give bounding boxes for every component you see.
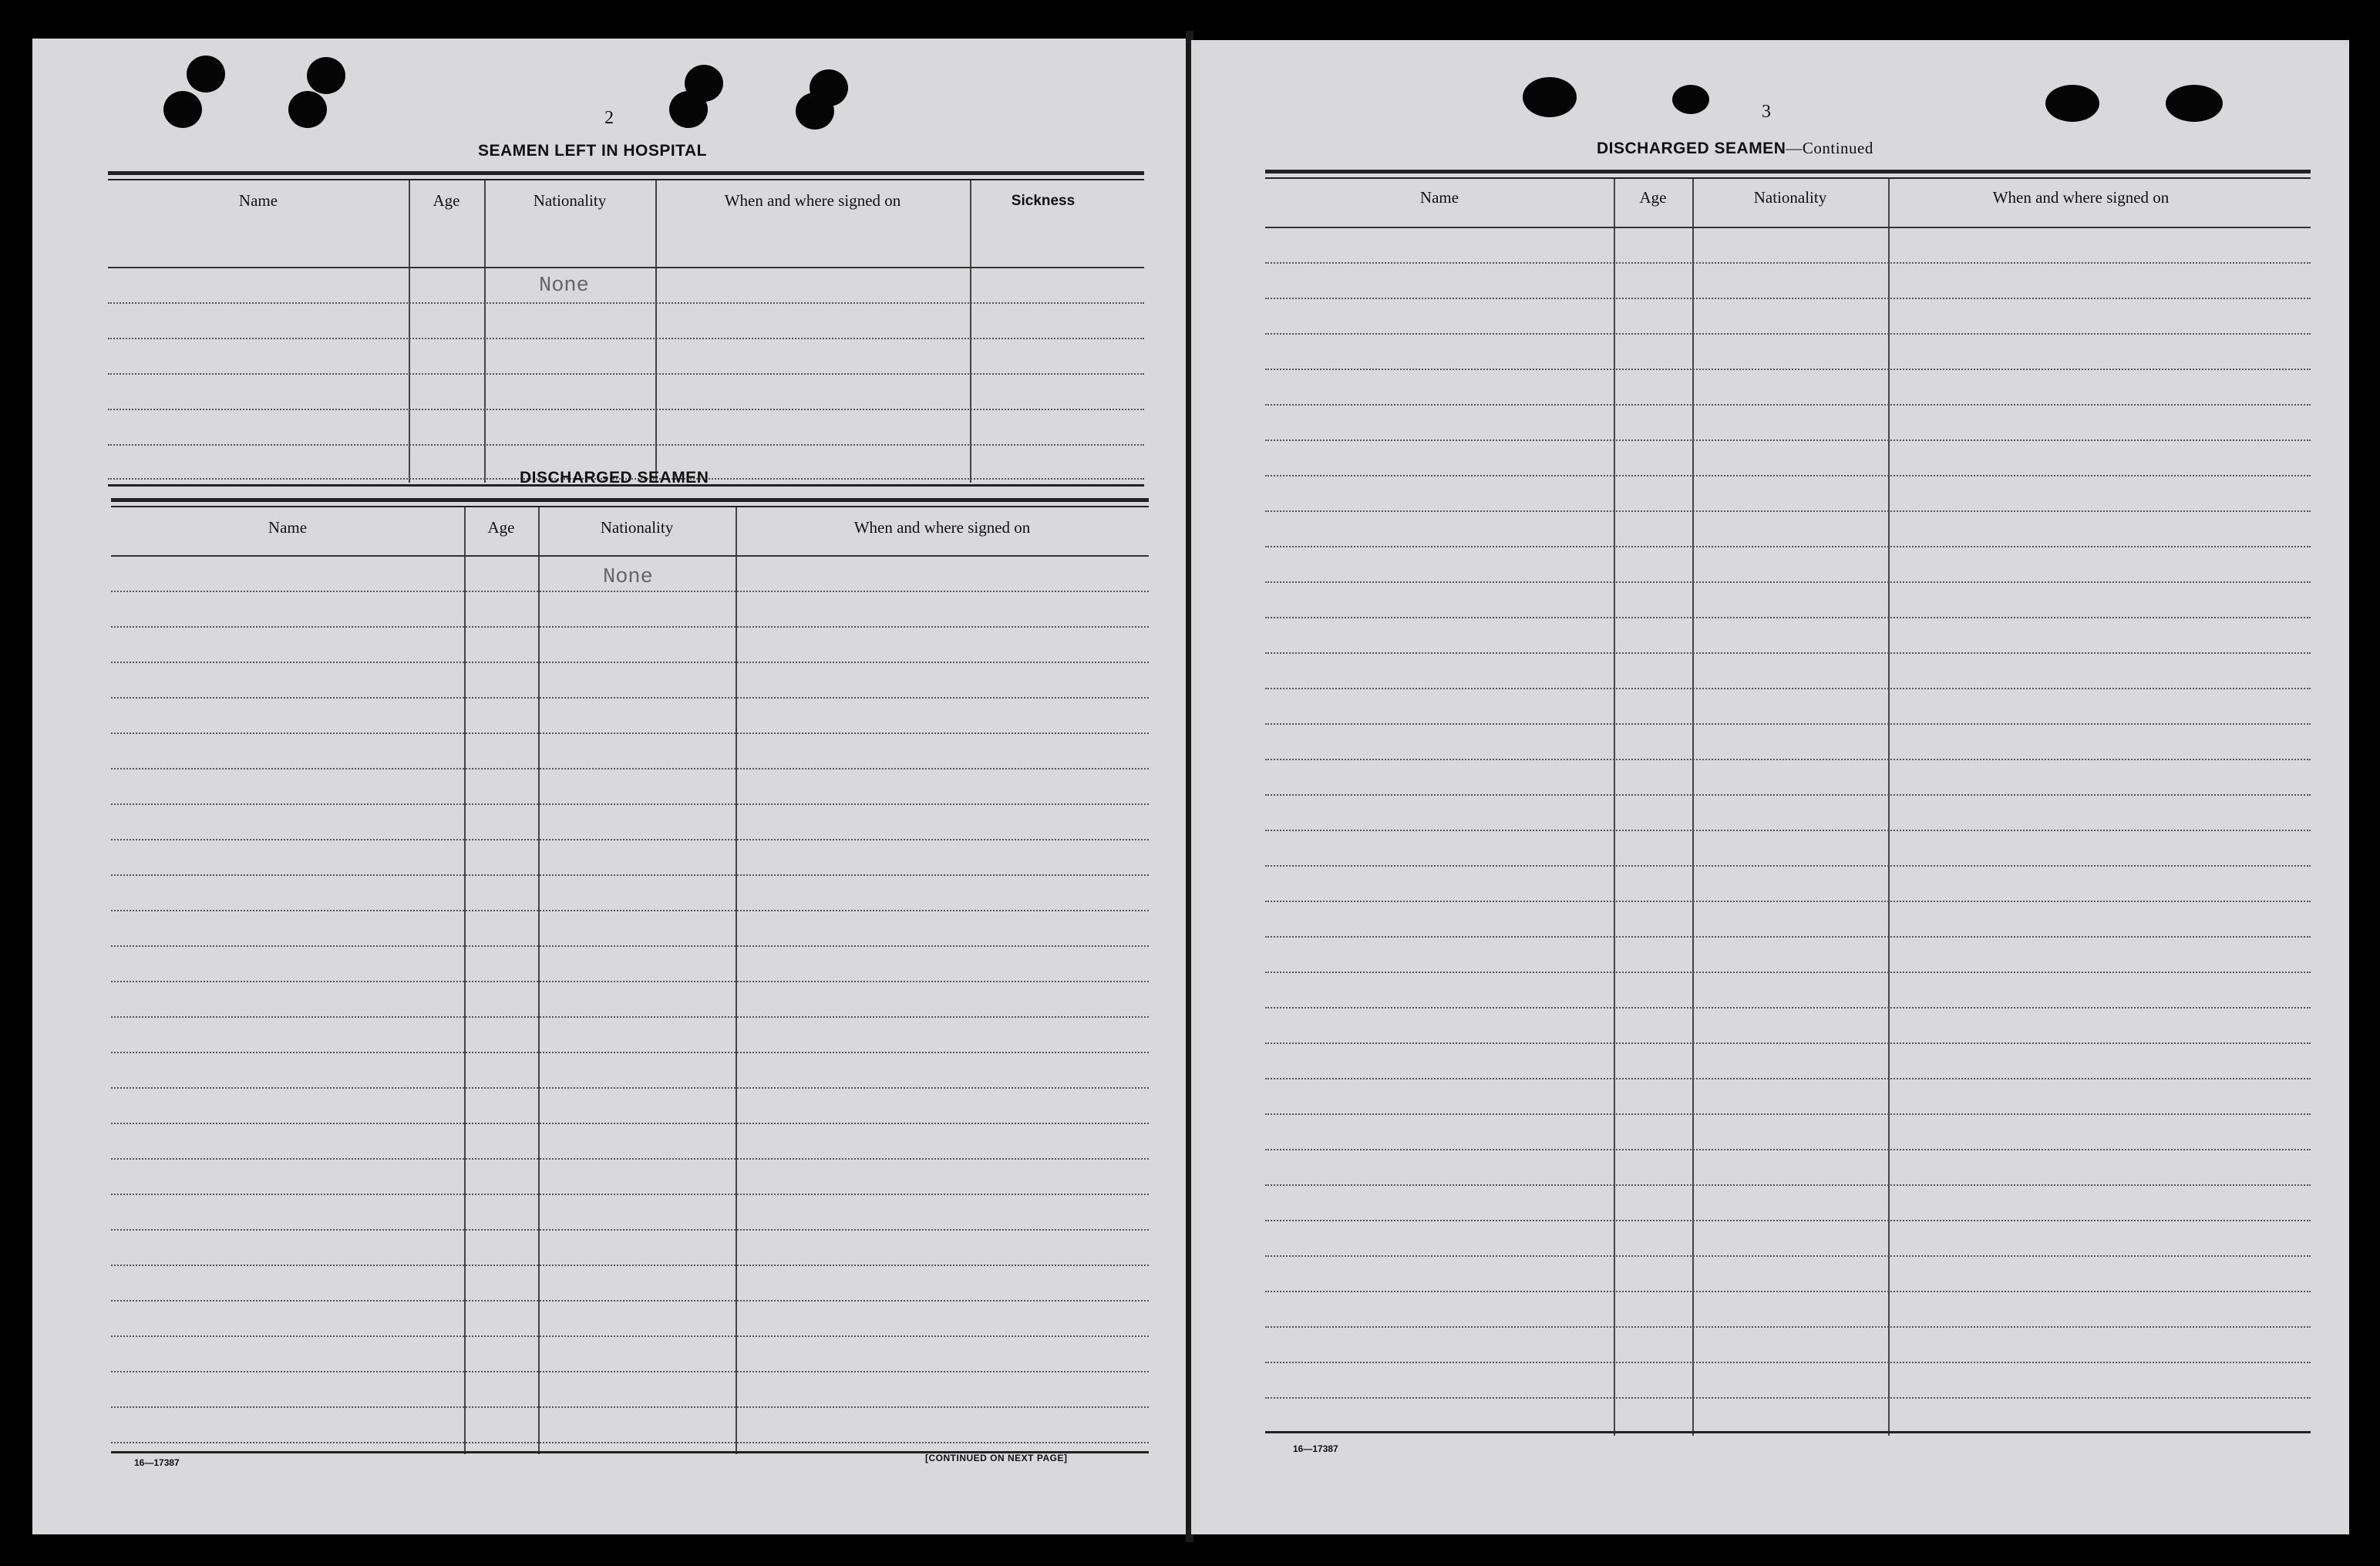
right-page [1191, 40, 2349, 1534]
form-number: 16—17387 [134, 1457, 180, 1468]
column-header-age: Age [487, 518, 515, 537]
hospital-section-title: SEAMEN LEFT IN HOSPITAL [478, 142, 707, 160]
column-header-when-where: When and where signed on [724, 191, 901, 210]
column-header-name: Name [238, 191, 278, 210]
page-number: 2 [604, 108, 614, 128]
punch-hole [1672, 85, 1709, 114]
column-header-sickness: Sickness [1011, 193, 1076, 209]
punch-hole [307, 57, 345, 94]
title-suffix: —Continued [1786, 139, 1873, 157]
column-header-nationality: Nationality [1753, 188, 1827, 207]
form-number: 16—17387 [1293, 1443, 1338, 1454]
title-main: DISCHARGED SEAMEN [1597, 140, 1786, 157]
column-header-age: Age [1639, 188, 1667, 207]
page-number: 3 [1762, 102, 1771, 122]
column-header-nationality: Nationality [600, 518, 674, 537]
discharged-table [111, 498, 1149, 1500]
punch-hole [163, 91, 202, 128]
continued-note: [CONTINUED ON NEXT PAGE] [925, 1453, 1068, 1463]
discharged-section-title: DISCHARGED SEAMEN [520, 469, 709, 487]
discharged-entry-none: None [603, 566, 653, 589]
punch-hole [288, 91, 327, 128]
column-header-name: Name [268, 518, 308, 537]
punch-hole [669, 91, 708, 128]
left-page [32, 39, 1187, 1534]
punch-hole [2166, 85, 2223, 122]
column-header-nationality: Nationality [533, 191, 607, 210]
punch-hole [187, 56, 225, 93]
hospital-entry-none: None [539, 274, 589, 298]
column-header-when-where: When and where signed on [1992, 188, 2170, 207]
column-header-name: Name [1419, 188, 1459, 207]
column-header-when-where: When and where signed on [853, 518, 1031, 537]
punch-hole [1523, 77, 1577, 117]
discharged-continued-table [1265, 170, 2311, 1465]
hospital-table [108, 171, 1144, 495]
punch-hole [2045, 85, 2099, 122]
discharged-continued-title [1597, 139, 1873, 158]
punch-hole [796, 93, 834, 130]
column-header-age: Age [433, 191, 460, 210]
